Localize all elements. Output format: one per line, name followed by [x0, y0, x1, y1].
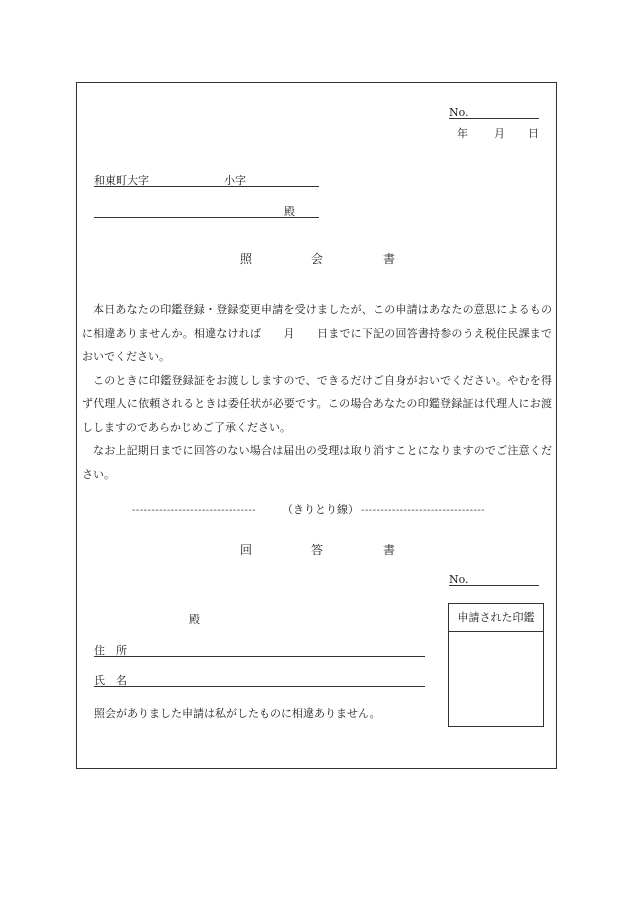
seal-box[interactable] [448, 603, 544, 727]
town-label: 和東町大字 [94, 174, 149, 187]
cut-line-dashes-left: -------------------------------- [132, 505, 257, 516]
cut-line-label: （きりとり線） [282, 503, 359, 516]
address-underline [94, 186, 319, 187]
dono-label: 殿 [284, 205, 295, 218]
inquiry-title-char: 会 [311, 252, 324, 266]
reply-no-underline [449, 585, 539, 586]
address-field-line[interactable] [94, 656, 425, 657]
reply-dono-label: 殿 [189, 613, 200, 626]
month-label: 月 [494, 127, 505, 140]
inquiry-title-char: 照 [240, 252, 253, 266]
name-field-line[interactable] [94, 686, 425, 687]
seal-box-label: 申請された印鑑 [449, 604, 543, 632]
body-paragraph: 本日あなたの印鑑登録・登録変更申請を受けましたが、この申請はあなたの意思によるものに相違ありませんか。相違なければ 月 日までに下記の回答書持参のうえ税住民課までおいでください。 [82, 303, 552, 363]
name-field-label: 氏 名 [94, 674, 127, 687]
body-paragraph: このときに印鑑登録証をお渡ししますので、できるだけご自身がおいでください。やむを得ず代理人に依頼されるときは委任状が必要です。この場合あなたの印鑑登録証は代理人にお渡ししますのであらかじめご了承ください。 [82, 373, 552, 434]
reply-title-char: 書 [383, 543, 396, 557]
no-label: No. [449, 106, 469, 119]
reply-title-char: 答 [311, 543, 324, 557]
no-underline [449, 118, 539, 119]
cut-line-dashes-right: -------------------------------- [361, 505, 486, 516]
recipient-underline [94, 217, 319, 218]
inquiry-title-char: 書 [383, 252, 396, 266]
address-field-label: 住 所 [94, 644, 127, 657]
body-text [82, 298, 552, 486]
day-label: 日 [528, 127, 539, 140]
body-paragraph: なお上記期日までに回答のない場合は届出の受理は取り消すことになりますのでご注意ください。 [82, 444, 552, 481]
confirmation-statement: 照会がありました申請は私がしたものに相違ありません。 [94, 707, 381, 720]
reply-title-char: 回 [240, 543, 253, 557]
reply-no-label: No. [449, 573, 469, 586]
year-label: 年 [457, 127, 468, 140]
koaza-label: 小字 [224, 174, 246, 187]
